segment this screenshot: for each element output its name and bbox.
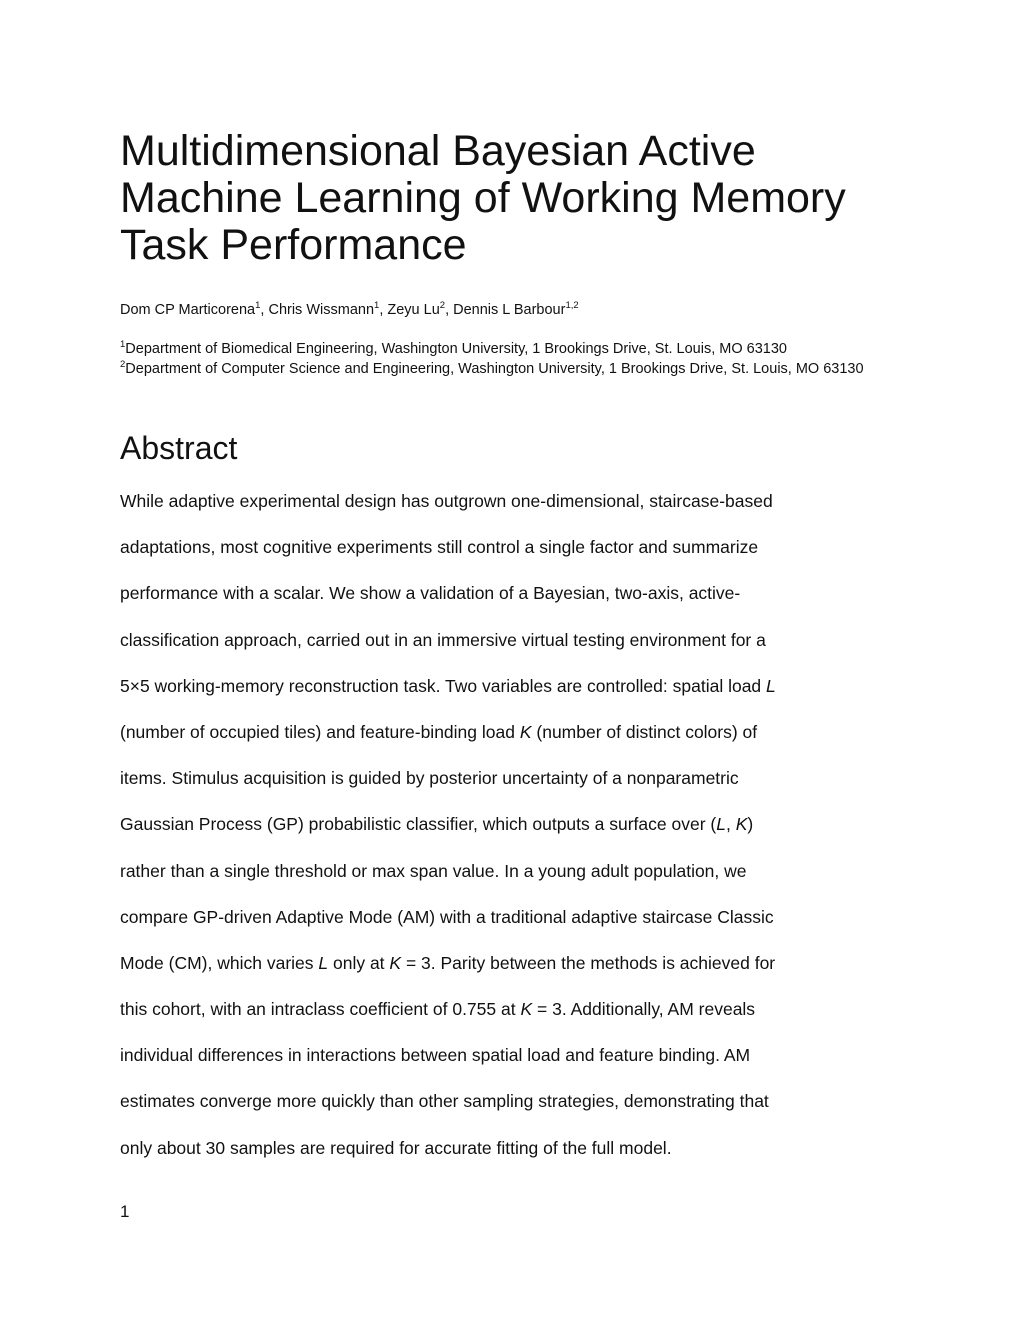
author (453, 302, 579, 318)
author-affiliation-mark: 1,2 (565, 300, 579, 311)
abstract-line: Gaussian Process (GP) probabilistic classifier, which outputs a surface over (L, K) (120, 814, 754, 835)
abstract-line: compare GP-driven Adaptive Mode (AM) with a traditional adaptive staircase Classic (120, 906, 774, 927)
affiliation (120, 360, 910, 380)
affiliation-mark: 1 (120, 339, 126, 350)
abstract-line: individual differences in interactions between spatial load and feature binding. AM (120, 1045, 751, 1066)
author (387, 302, 453, 318)
abstract-body (120, 487, 910, 1180)
abstract-line: Mode (CM), which varies L only at K = 3. Parity between the methods is achieved for (120, 952, 776, 973)
author-affiliation-mark: 1 (255, 300, 261, 311)
abstract-line: only about 30 samples are required for accurate fitting of the full model. (120, 1137, 672, 1158)
author-list (120, 300, 579, 320)
abstract-heading: Abstract (120, 430, 238, 466)
abstract-line: this cohort, with an intraclass coefficient of 0.755 at K = 3. Additionally, AM reveals (120, 999, 756, 1020)
abstract-line: 5×5 working-memory reconstruction task. Two variables are controlled: spatial load L (120, 675, 776, 696)
author-name: Dom CP Marticorena (120, 302, 256, 318)
affiliation-mark: 2 (120, 358, 126, 370)
author-separator: , (260, 302, 269, 318)
author (120, 302, 268, 318)
abstract-line: adaptations, most cognitive experiments still control a single factor and summarize (120, 537, 759, 558)
abstract-line: estimates converge more quickly than other sampling strategies, demonstrating that (120, 1091, 769, 1112)
affiliation-text: Department of Computer Science and Engineering, Washington University, 1 Brookings Drive, St. Louis, MO 63130 (125, 360, 864, 377)
author-name: Zeyu Lu (387, 302, 440, 318)
affiliation (120, 340, 910, 360)
author-separator: , (445, 302, 454, 318)
title-line: Task Performance (120, 221, 467, 269)
abstract-line: While adaptive experimental design has outgrown one-dimensional, staircase-based (120, 491, 773, 511)
paper-title (120, 128, 920, 269)
abstract-line: rather than a single threshold or max span value. In a young adult population, we (120, 860, 747, 881)
title-line: Machine Learning of Working Memory (120, 174, 846, 222)
author-affiliation-mark: 2 (439, 300, 446, 311)
author-name: Dennis L Barbour (453, 302, 566, 318)
abstract-line: performance with a scalar. We show a validation of a Bayesian, two-axis, active- (120, 583, 741, 604)
page-number: 1 (120, 1202, 130, 1221)
title-line: Multidimensional Bayesian Active (120, 127, 756, 175)
abstract-line: (number of occupied tiles) and feature-binding load K (number of distinct colors) of (120, 721, 758, 742)
abstract-line: items. Stimulus acquisition is guided by posterior uncertainty of a nonparametric (120, 768, 739, 789)
affiliation-list (120, 340, 910, 379)
author-separator: , (379, 302, 388, 318)
author (268, 302, 387, 318)
abstract-line: classification approach, carried out in an immersive virtual testing environment for a (120, 629, 766, 650)
author-affiliation-mark: 1 (374, 300, 380, 311)
affiliation-text: Department of Biomedical Engineering, Washington University, 1 Brookings Drive, St. Louis, MO 63130 (125, 341, 787, 357)
author-name: Chris Wissmann (268, 302, 375, 318)
